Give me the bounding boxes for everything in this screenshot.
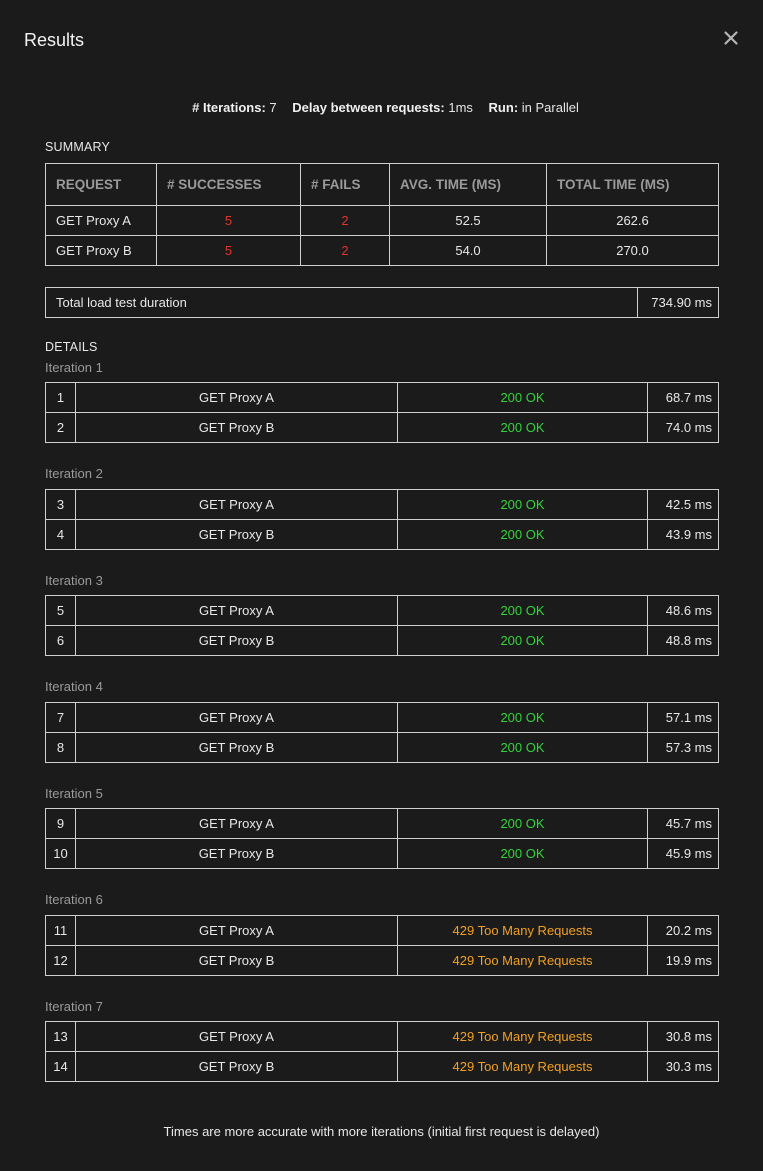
request-number: 3 — [46, 490, 76, 520]
iteration-label: Iteration 1 — [45, 360, 103, 375]
summary-header-row — [46, 164, 719, 206]
table-row — [46, 809, 719, 839]
column-header: # FAILS — [301, 164, 390, 206]
request-number: 9 — [46, 809, 76, 839]
delay-label: Delay between requests: — [292, 100, 445, 115]
iteration-label: Iteration 4 — [45, 679, 103, 694]
request-name: GET Proxy A — [46, 206, 157, 236]
request-name: GET Proxy A — [76, 490, 398, 520]
table-row — [46, 1022, 719, 1052]
run-value: in Parallel — [521, 100, 579, 115]
iteration-table — [45, 915, 719, 976]
column-header: # SUCCESSES — [157, 164, 301, 206]
request-number: 5 — [46, 596, 76, 626]
successes-count: 5 — [157, 206, 301, 236]
request-number: 13 — [46, 1022, 76, 1052]
successes-count: 5 — [157, 236, 301, 266]
total-duration-label: Total load test duration — [46, 288, 638, 318]
request-name: GET Proxy A — [76, 1022, 398, 1052]
iteration-label: Iteration 3 — [45, 573, 103, 588]
table-row — [46, 839, 719, 869]
fails-count: 2 — [301, 236, 390, 266]
request-name: GET Proxy B — [76, 413, 398, 443]
total-duration-row — [46, 288, 719, 318]
response-time: 48.8 ms — [648, 626, 719, 656]
status-code: 200 OK — [398, 413, 648, 443]
page-title: Results — [24, 30, 85, 50]
status-code: 200 OK — [398, 839, 648, 869]
summary-row — [46, 206, 719, 236]
total-time: 270.0 — [547, 236, 719, 266]
response-time: 45.9 ms — [648, 839, 719, 869]
response-time: 57.1 ms — [648, 703, 719, 733]
response-time: 57.3 ms — [648, 733, 719, 763]
request-name: GET Proxy B — [46, 236, 157, 266]
request-name: GET Proxy B — [76, 839, 398, 869]
table-row — [46, 596, 719, 626]
table-row — [46, 490, 719, 520]
results-header — [24, 30, 739, 54]
iterations-label: # Iterations: — [192, 100, 266, 115]
request-name: GET Proxy A — [76, 916, 398, 946]
response-time: 68.7 ms — [648, 383, 719, 413]
status-code: 429 Too Many Requests — [398, 1022, 648, 1052]
avg-time: 54.0 — [390, 236, 547, 266]
response-time: 30.3 ms — [648, 1052, 719, 1082]
summary-row — [46, 236, 719, 266]
response-time: 42.5 ms — [648, 490, 719, 520]
request-number: 4 — [46, 520, 76, 550]
status-code: 429 Too Many Requests — [398, 946, 648, 976]
avg-time: 52.5 — [390, 206, 547, 236]
status-code: 200 OK — [398, 703, 648, 733]
request-name: GET Proxy A — [76, 703, 398, 733]
column-header: TOTAL TIME (MS) — [547, 164, 719, 206]
response-time: 30.8 ms — [648, 1022, 719, 1052]
summary-label: SUMMARY — [45, 140, 111, 154]
status-code: 200 OK — [398, 809, 648, 839]
close-icon — [723, 30, 739, 46]
request-name: GET Proxy B — [76, 626, 398, 656]
table-row — [46, 520, 719, 550]
details-label: DETAILS — [45, 340, 98, 354]
request-number: 14 — [46, 1052, 76, 1082]
footer-note: Times are more accurate with more iterations (initial first request is delayed) — [163, 1124, 600, 1139]
iteration-label: Iteration 7 — [45, 999, 103, 1014]
table-row — [46, 626, 719, 656]
status-code: 429 Too Many Requests — [398, 916, 648, 946]
status-code: 200 OK — [398, 383, 648, 413]
table-row — [46, 703, 719, 733]
request-number: 2 — [46, 413, 76, 443]
table-row — [46, 1052, 719, 1082]
request-name: GET Proxy B — [76, 733, 398, 763]
response-time: 43.9 ms — [648, 520, 719, 550]
table-row — [46, 413, 719, 443]
status-code: 200 OK — [398, 626, 648, 656]
request-name: GET Proxy A — [76, 809, 398, 839]
status-code: 200 OK — [398, 596, 648, 626]
total-time: 262.6 — [547, 206, 719, 236]
table-row — [46, 946, 719, 976]
request-name: GET Proxy B — [76, 946, 398, 976]
request-number: 7 — [46, 703, 76, 733]
response-time: 48.6 ms — [648, 596, 719, 626]
iteration-table — [45, 382, 719, 443]
column-header: REQUEST — [46, 164, 157, 206]
table-row — [46, 383, 719, 413]
status-code: 200 OK — [398, 490, 648, 520]
iteration-table — [45, 489, 719, 550]
close-button[interactable] — [723, 30, 739, 46]
iteration-table — [45, 702, 719, 763]
request-name: GET Proxy B — [76, 1052, 398, 1082]
delay-value: 1ms — [448, 100, 473, 115]
run-parameters — [0, 100, 763, 115]
request-name: GET Proxy B — [76, 520, 398, 550]
total-duration-value: 734.90 ms — [638, 288, 719, 318]
request-number: 12 — [46, 946, 76, 976]
status-code: 429 Too Many Requests — [398, 1052, 648, 1082]
status-code: 200 OK — [398, 733, 648, 763]
request-name: GET Proxy A — [76, 383, 398, 413]
request-number: 10 — [46, 839, 76, 869]
request-number: 11 — [46, 916, 76, 946]
run-label: Run: — [488, 100, 519, 115]
response-time: 45.7 ms — [648, 809, 719, 839]
request-number: 6 — [46, 626, 76, 656]
iteration-label: Iteration 2 — [45, 466, 103, 481]
iteration-label: Iteration 5 — [45, 786, 103, 801]
response-time: 20.2 ms — [648, 916, 719, 946]
table-row — [46, 916, 719, 946]
request-name: GET Proxy A — [76, 596, 398, 626]
response-time: 74.0 ms — [648, 413, 719, 443]
iterations-value: 7 — [269, 100, 277, 115]
fails-count: 2 — [301, 206, 390, 236]
total-duration-table — [45, 287, 719, 318]
column-header: AVG. TIME (MS) — [390, 164, 547, 206]
summary-table — [45, 163, 719, 266]
request-number: 1 — [46, 383, 76, 413]
iteration-table — [45, 1021, 719, 1082]
iteration-table — [45, 595, 719, 656]
iteration-label: Iteration 6 — [45, 892, 103, 907]
table-row — [46, 733, 719, 763]
response-time: 19.9 ms — [648, 946, 719, 976]
iteration-table — [45, 808, 719, 869]
status-code: 200 OK — [398, 520, 648, 550]
request-number: 8 — [46, 733, 76, 763]
